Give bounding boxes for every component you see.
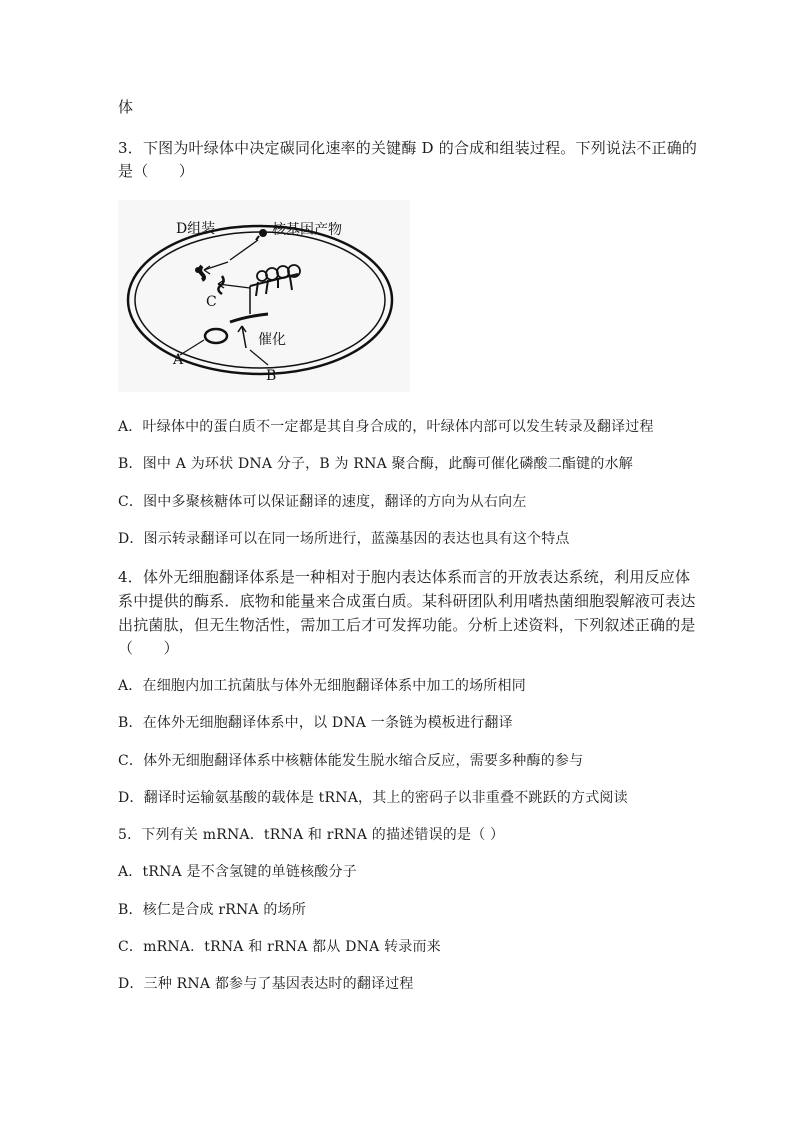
label-c: C: [206, 294, 217, 310]
q5-option-a: A．tRNA 是不含氢键的单链核酸分子: [118, 864, 357, 880]
q3-stem-line2: 是（ ）: [118, 162, 195, 180]
circular-dna-a: [205, 329, 227, 343]
q4-option-a: A．在细胞内加工抗菌肽与体外无细胞翻译体系中加工的场所相同: [118, 678, 526, 694]
label-catalyze: 催化: [258, 332, 286, 348]
q4-option-d: D．翻译时运输氨基酸的载体是 tRNA，其上的密码子以非重叠不跳跃的方式阅读: [118, 790, 628, 806]
q3-option-b: B．图中 A 为环状 DNA 分子，B 为 RNA 聚合酶，此酶可催化磷酸二酯键的水解: [118, 456, 633, 472]
q5-option-c: C．mRNA．tRNA 和 rRNA 都从 DNA 转录而来: [118, 939, 441, 955]
q4-option-c: C．体外无细胞翻译体系中核糖体能发生脱水缩合反应，需要多种酶的参与: [118, 753, 584, 769]
dna-strand: [230, 314, 268, 322]
q5-option-b: B．核仁是合成 rRNA 的场所: [118, 902, 306, 918]
polyribosomes: [256, 265, 300, 296]
enzyme-d-assembly: [200, 266, 204, 280]
label-b: B: [266, 368, 277, 384]
q4-stem-line4: （ ）: [118, 639, 179, 657]
chloroplast-diagram: [118, 200, 410, 392]
nuclear-product-tail: [256, 236, 259, 240]
arrow-product: [230, 240, 258, 260]
continued-line: 体: [118, 98, 134, 116]
arrow-import-head: [204, 266, 210, 274]
q5-stem: 5．下列有关 mRNA．tRNA 和 rRNA 的描述错误的是（ ）: [118, 827, 505, 843]
nuclear-product: [259, 229, 267, 237]
label-a: A: [173, 352, 184, 368]
label-d-assembly: D组装: [176, 221, 216, 237]
q4-stem-line1: 4．体外无细胞翻译体系是一种相对于胞内表达体系而言的开放表达系统，利用反应体: [118, 568, 691, 586]
arrow-import: [204, 262, 228, 270]
chloroplast-outer-membrane: [128, 226, 392, 374]
pointer-a: [180, 340, 204, 355]
pointer-b: [250, 350, 268, 365]
q3-option-d: D．图示转录翻译可以在同一场所进行，蓝藻基因的表达也具有这个特点: [118, 531, 570, 547]
q3-option-a: A．叶绿体中的蛋白质不一定都是其自身合成的，叶绿体内部可以发生转录及翻译过程: [118, 419, 654, 435]
q3-option-c: C．图中多聚核糖体可以保证翻译的速度，翻译的方向为从右向左: [118, 494, 527, 510]
q4-stem-line2: 系中提供的酶系．底物和能量来合成蛋白质。某科研团队利用嗜热菌细胞裂解液可表达: [118, 592, 696, 610]
q5-option-d: D．三种 RNA 都参与了基因表达时的翻译过程: [118, 976, 414, 992]
q3-stem-line1: 3．下图为叶绿体中决定碳同化速率的关键酶 D 的合成和组装过程。下列说法不正确的: [118, 139, 698, 157]
q4-stem-line3: 出抗菌肽，但无生物活性，需加工后才可发挥功能。分析上述资料，下列叙述正确的是: [118, 616, 696, 634]
label-nuclear-product: 核基因产物: [272, 222, 342, 238]
q4-option-b: B．在体外无细胞翻译体系中，以 DNA 一条链为模板进行翻译: [118, 715, 513, 731]
